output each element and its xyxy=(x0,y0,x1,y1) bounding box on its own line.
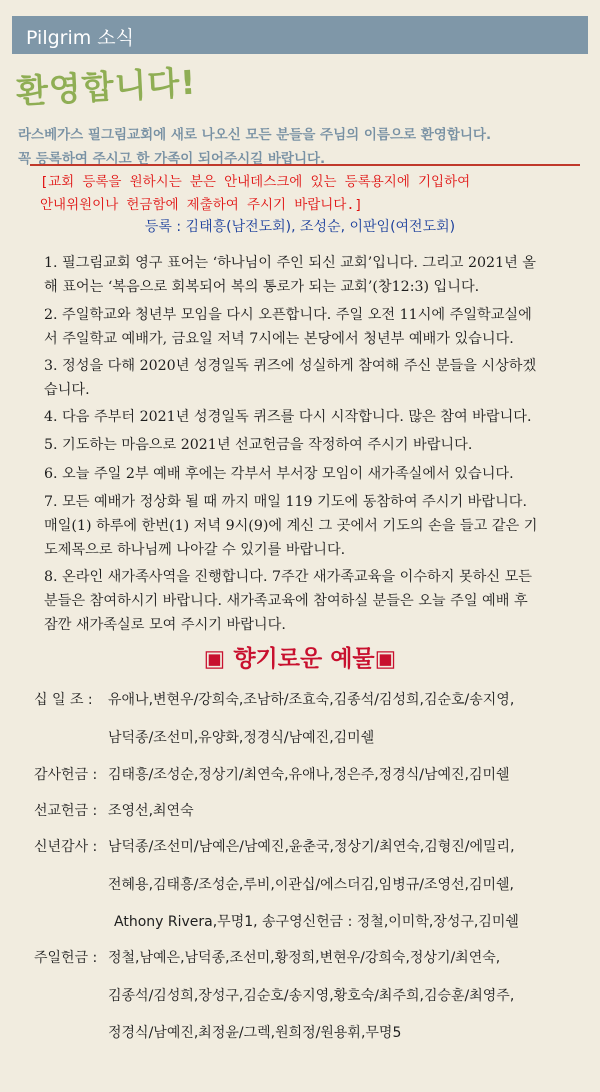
offering-label: 감사헌금 : xyxy=(34,767,98,783)
offering-names: 김종석/김성희,장성구,김순호/송지영,황호숙/최주희,김승훈/최영주, xyxy=(108,988,515,1004)
welcome-line: 꼭 등록하여 주시고 한 가족이 되어주시길 바랍니다. xyxy=(18,151,326,167)
welcome-line: 라스베가스 필그림교회에 새로 나오신 모든 분들을 주님의 이름으로 환영합니다. xyxy=(18,127,492,143)
offering-names: 정경식/남예진,최정윤/그렉,원희정/원용휘,무명5 xyxy=(108,1025,402,1041)
announcement-line: 3. 정성을 다해 2020년 성경일독 퀴즈에 성실하게 참여해 주신 분들을 시상하겠 xyxy=(44,358,537,374)
offering-names: 남덕종/조선미,유양화,정경식/남예진,김미쉘 xyxy=(108,730,375,746)
announcement-line: 8. 온라인 새가족사역을 진행합니다. 7주간 새가족교육을 이수하지 못하신 모든 xyxy=(44,569,533,585)
announcement-line: 서 주일학교 예배가, 금요일 저녁 7시에는 본당에서 청년부 예배가 있습니다. xyxy=(44,331,514,347)
announcement-line: 2. 주일학교와 청년부 모임을 다시 오픈합니다. 주일 오전 11시에 주일학교실에 xyxy=(44,307,532,323)
registration-names: 등록 : 김태흥(남전도회), 조성순, 이판임(여전도회) xyxy=(144,219,456,235)
announcement-line: 도제목으로 하나님께 나아갈 수 있기를 바랍니다. xyxy=(44,542,346,558)
announcement-line: 6. 오늘 주일 2부 예배 후에는 각부서 부서장 모임이 새가족실에서 있습니다. xyxy=(44,466,514,482)
announcement-line: 7. 모든 예배가 정상화 될 때 까지 매일 119 기도에 동참하여 주시기 바랍니다. xyxy=(44,494,527,510)
offering-label: 선교헌금 : xyxy=(34,803,98,819)
offering-label: 신년감사 : xyxy=(34,839,98,855)
announcement-line: 매일(1) 하루에 한번(1) 저녁 9시(9)에 계신 그 곳에서 기도의 손을 들고 같은 기 xyxy=(44,518,538,534)
offering-names: 조영선,최연숙 xyxy=(108,803,194,819)
notice-line: 안내위원이나 헌금함에 제출하여 주시기 바랍니다.] xyxy=(40,197,363,213)
offering-names: 김태흥/조성순,정상기/최연숙,유애나,정은주,정경식/남예진,김미쉘 xyxy=(108,767,510,783)
offering-names: 전혜용,김태흥/조성순,루비,이관십/에스더김,임병규/조영선,김미쉘, xyxy=(108,877,514,893)
registration-notice xyxy=(30,164,580,212)
welcome-title: 환영합니다! xyxy=(15,62,198,111)
offering-title: ▣ 향기로운 예물▣ xyxy=(203,646,397,672)
announcement-line: 분들은 참여하시기 바랍니다. 새가족교육에 참여하실 분들은 오늘 주일 예배 후 xyxy=(44,593,528,609)
announcement-line: 잠깐 새가족실로 모여 주시기 바랍니다. xyxy=(44,617,286,633)
announcement-line: 습니다. xyxy=(44,382,90,398)
announcement-line: 1. 필그림교회 영구 표어는 ‘하나님이 주인 되신 교회’입니다. 그리고 2021년 올 xyxy=(44,255,537,271)
announcement-line: 5. 기도하는 마음으로 2021년 선교헌금을 작정하여 주시기 바랍니다. xyxy=(44,437,473,453)
offering-names: Athony Rivera,무명1, 송구영신헌금 : 정철,이미학,장성구,김미쉘 xyxy=(114,914,519,930)
announcement-line: 4. 다음 주부터 2021년 성경일독 퀴즈를 다시 시작합니다. 많은 참여 바랍니다. xyxy=(44,409,532,425)
notice-line: [교회 등록을 원하시는 분은 안내데스크에 있는 등록용지에 기입하여 xyxy=(40,174,471,190)
header-title: Pilgrim 소식 xyxy=(26,27,135,49)
offering-label: 주일헌금 : xyxy=(34,950,98,966)
announcement-line: 해 표어는 ‘복음으로 회복되어 복의 통로가 되는 교회’(창12:3) 입니다. xyxy=(44,279,480,295)
offering-names: 유애나,변현우/강희숙,조남하/조효숙,김종석/김성희,김순호/송지영, xyxy=(108,692,515,708)
offering-label: 십 일 조 : xyxy=(34,692,93,708)
offering-names: 정철,남예은,남덕종,조선미,황정희,변현우/강희숙,정상기/최연숙, xyxy=(108,950,501,966)
offering-names: 남덕종/조선미/남예은/남예진,윤춘국,정상기/최연숙,김형진/에밀리, xyxy=(108,839,515,855)
section-header xyxy=(12,16,588,54)
